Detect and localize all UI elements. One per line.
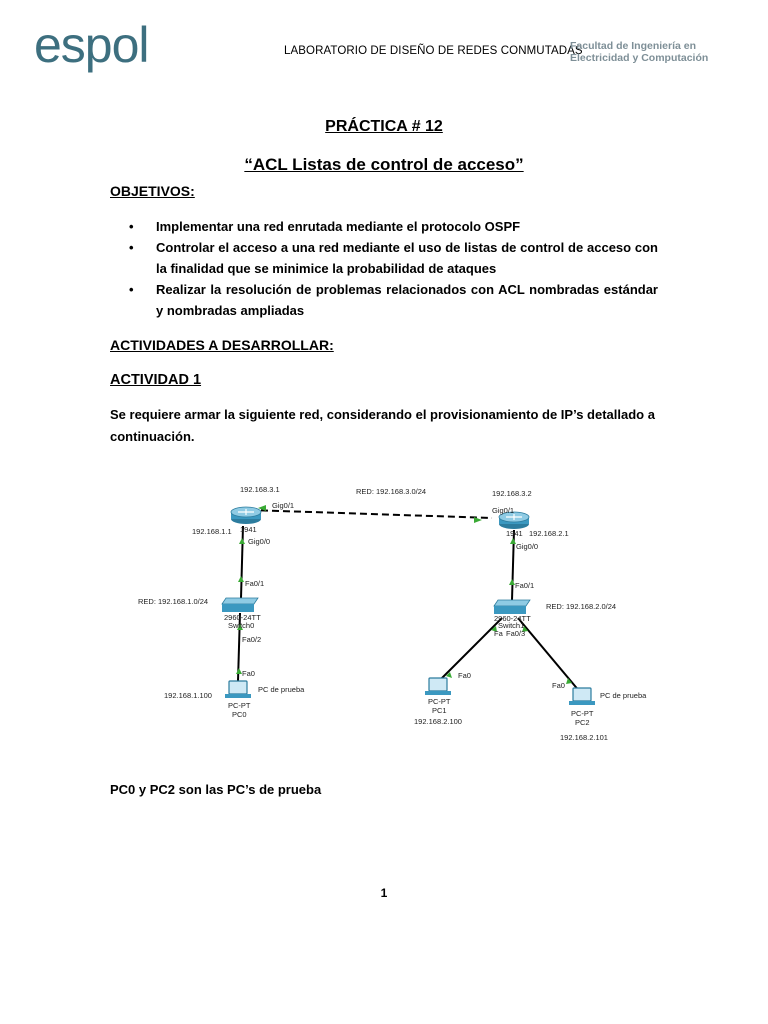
objective-item bbox=[110, 279, 658, 321]
sw1-model: 2960-24TT bbox=[494, 614, 531, 623]
pc2-fa0-label: Fa0 bbox=[552, 681, 565, 690]
r2-ip-right: 192.168.2.1 bbox=[529, 529, 569, 538]
pc0-ip: 192.168.1.100 bbox=[164, 691, 212, 700]
pc0-icon[interactable] bbox=[225, 681, 251, 698]
faculty-line-2: Electricidad y Computación bbox=[570, 52, 709, 64]
pc2-type: PC-PT bbox=[571, 709, 594, 718]
sw0-fa01-label: Fa0/1 bbox=[245, 579, 265, 588]
sw0-model: 2960-24TT bbox=[224, 613, 261, 622]
router-r1-icon[interactable] bbox=[231, 507, 261, 524]
network-topology-diagram bbox=[130, 476, 647, 752]
sw0-name: Switch0 bbox=[228, 621, 255, 630]
objective-text: Realizar la resolución de problemas relacionados con ACL nombradas estándar y nombradas ampliadas bbox=[156, 282, 658, 318]
network-2-label: RED: 192.168.2.0/24 bbox=[546, 602, 617, 611]
link-up-icon bbox=[474, 517, 482, 523]
pc1-type: PC-PT bbox=[428, 697, 451, 706]
pc1-fa0-label: Fa0 bbox=[458, 671, 471, 680]
bullet-icon: • bbox=[129, 240, 134, 255]
activity1-heading: ACTIVIDAD 1 bbox=[110, 372, 202, 388]
switch0-icon[interactable] bbox=[222, 598, 258, 612]
pc1-name: PC1 bbox=[432, 706, 447, 715]
objectives-list bbox=[110, 216, 658, 321]
r2-gig00-label: Gig0/0 bbox=[516, 542, 539, 551]
objective-text: Controlar el acceso a una red mediante el uso de listas de control de acceso con la finalidad que se minimice la probabilidad de ataques bbox=[156, 240, 658, 276]
objective-item bbox=[110, 216, 658, 237]
sw0-fa02-label: Fa0/2 bbox=[242, 635, 262, 644]
sw1-fa03-label: Fa0/3 bbox=[506, 629, 526, 638]
faculty-line-1: Facultad de Ingeniería en bbox=[570, 40, 697, 52]
r2-model: 1941 bbox=[506, 529, 523, 538]
link-up-icon bbox=[239, 538, 245, 544]
practice-title: PRÁCTICA # 12 bbox=[325, 118, 443, 135]
link-up-icon bbox=[238, 576, 244, 582]
objective-item bbox=[110, 237, 658, 279]
activity1-text: Se requiere armar la siguiente red, considerando el provisionamiento de IP’s detallado a continuación. bbox=[110, 407, 655, 444]
link-r1-sw0 bbox=[241, 526, 243, 598]
practice-subtitle: “ACL Listas de control de acceso” bbox=[244, 155, 524, 174]
diagram-caption: PC0 y PC2 son las PC’s de prueba bbox=[110, 782, 322, 797]
r2-gig01-label: Gig0/1 bbox=[492, 506, 515, 515]
pc0-type: PC-PT bbox=[228, 701, 251, 710]
switch1-icon[interactable] bbox=[494, 600, 530, 614]
pc2-note: PC de prueba bbox=[600, 691, 647, 700]
r1-model: 1941 bbox=[240, 525, 257, 534]
objectives-heading: OBJETIVOS: bbox=[110, 183, 195, 199]
page-number: 1 bbox=[380, 886, 388, 900]
network-1-label: RED: 192.168.1.0/24 bbox=[138, 597, 209, 606]
sw1-name: Switch1 bbox=[498, 621, 525, 630]
lab-title: LABORATORIO DE DISEÑO DE REDES CONMUTADAS bbox=[284, 45, 583, 57]
r1-ip-top: 192.168.3.1 bbox=[240, 485, 280, 494]
r1-gig01-label: Gig0/1 bbox=[272, 501, 295, 510]
objective-text: Implementar una red enrutada mediante el protocolo OSPF bbox=[156, 219, 521, 234]
sw1-fa02-label: Fa bbox=[494, 629, 503, 638]
pc2-icon[interactable] bbox=[569, 688, 595, 705]
link-sw1-pc2 bbox=[518, 618, 580, 692]
espol-logo bbox=[34, 18, 184, 80]
pc0-name: PC0 bbox=[232, 710, 247, 719]
pc0-fa0-label: Fa0 bbox=[242, 669, 255, 678]
r2-ip-top: 192.168.3.2 bbox=[492, 489, 532, 498]
sw1-fa01-label: Fa0/1 bbox=[515, 581, 535, 590]
pc1-ip: 192.168.2.100 bbox=[414, 717, 462, 726]
network-3-label: RED: 192.168.3.0/24 bbox=[356, 487, 427, 496]
pc1-icon[interactable] bbox=[425, 678, 451, 695]
pc0-note: PC de prueba bbox=[258, 685, 305, 694]
r1-ip-left: 192.168.1.1 bbox=[192, 527, 232, 536]
activities-heading: ACTIVIDADES A DESARROLLAR: bbox=[110, 337, 334, 353]
logo-text: espol bbox=[34, 17, 149, 73]
faculty-name bbox=[570, 40, 708, 64]
bullet-icon: • bbox=[129, 219, 134, 234]
pc2-name: PC2 bbox=[575, 718, 590, 727]
r1-gig00-label: Gig0/0 bbox=[248, 537, 271, 546]
bullet-icon: • bbox=[129, 282, 134, 297]
link-r1-r2 bbox=[250, 510, 492, 518]
pc2-ip: 192.168.2.101 bbox=[560, 733, 608, 742]
